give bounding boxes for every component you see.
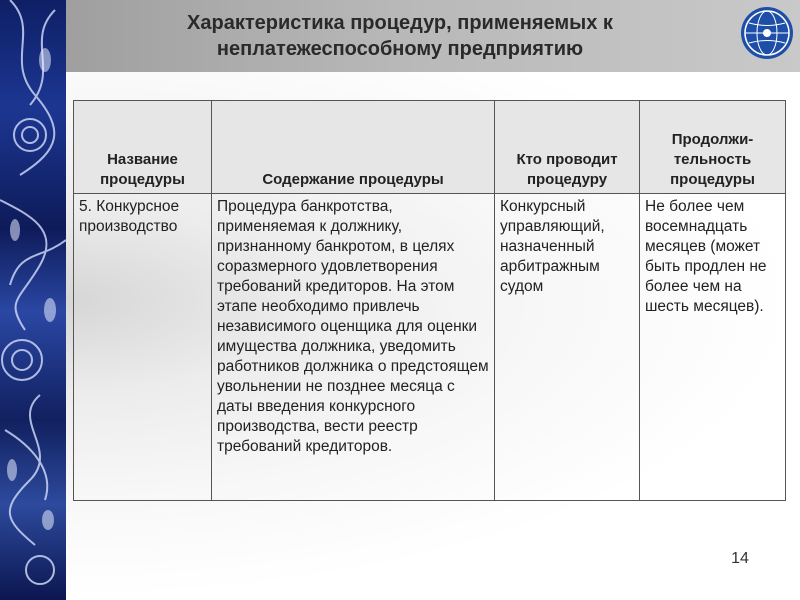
slide-title-line1: Характеристика процедур, применяемых к	[187, 12, 613, 34]
table-row	[74, 194, 786, 501]
procedure-table	[73, 100, 786, 501]
slide-title	[120, 10, 680, 62]
header-procedure-name: Название процедуры	[74, 101, 212, 194]
header-procedure-content: Содержание процедуры	[212, 101, 495, 194]
header-duration: Продолжи-тельность процедуры	[640, 101, 786, 194]
cell-who-conducts: Конкурсный управляющий, назначенный арбитражным судом	[495, 194, 640, 501]
cell-procedure-name: 5. Конкурсное производство	[74, 194, 212, 501]
header-who-conducts: Кто проводит процедуру	[495, 101, 640, 194]
page-number: 14	[731, 550, 749, 567]
cell-duration: Не более чем восемнадцать месяцев (может быть продлен не более чем на шесть месяцев).	[640, 194, 786, 501]
decorative-ornament-strip	[0, 0, 66, 600]
table-header-row	[74, 101, 786, 194]
slide-title-line2: неплатежеспособному предприятию	[216, 38, 584, 60]
floral-ornament-icon	[0, 0, 66, 600]
cell-procedure-content: Процедура банкротства, применяемая к должнику, признанному банкротом, в целях соразмерного удовлетворения требований кредиторов. На этом этапе необходимо привлечь независимого оценщика для оценки имущества должника, уведомить работников должника о предстоящем увольнении не позднее месяца с даты введения конкурсного производства, вести реестр требований кредиторов.	[212, 194, 495, 501]
globe-emblem-icon	[740, 6, 794, 60]
